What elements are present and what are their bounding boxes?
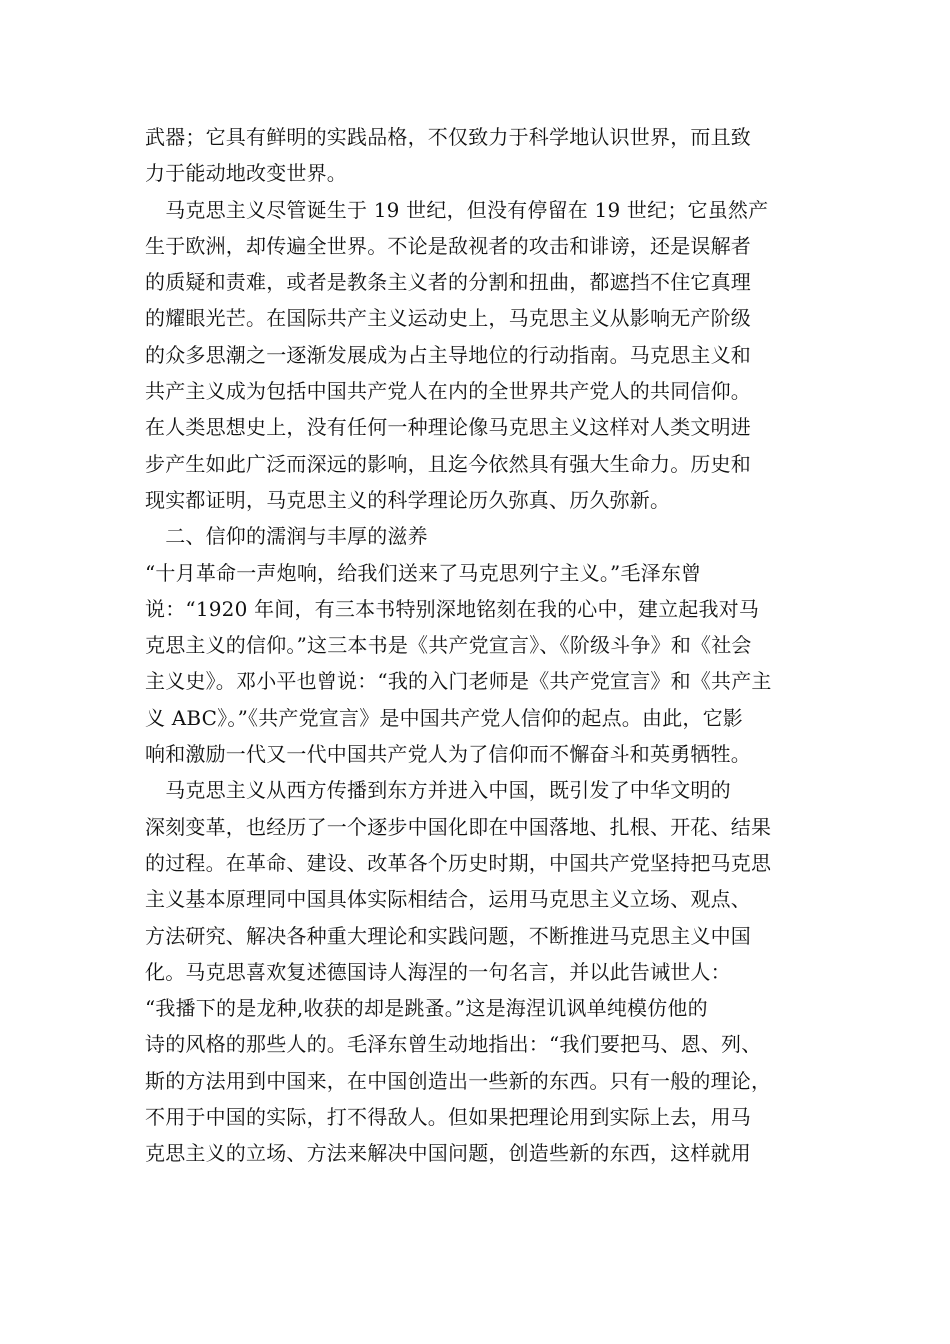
section-heading: 二、信仰的濡润与丰厚的滋养 [145,524,428,549]
text-line: 说：“1920 年间，有三本书特别深地铭刻在我的心中，建立起我对马 [145,596,760,621]
body-text [145,119,815,1172]
text-line: 武器；它具有鲜明的实践品格，不仅致力于科学地认识世界，而且致 [145,125,751,149]
text-line: 的耀眼光芒。在国际共产主义运动史上，马克思主义从影响无产阶级 [145,306,751,331]
text-line: 的过程。在革命、建设、改革各个历史时期，中国共产党坚持把马克思 [145,850,772,875]
text-line: 诗的风格的那些人的。毛泽东曾生动地指出：“我们要把马、恩、列、 [145,1032,762,1057]
text-line: 主义基本原理同中国具体实际相结合，运用马克思主义立场、观点、 [145,887,751,912]
text-line: 马克思主义从西方传播到东方并进入中国，既引发了中华文明的 [145,778,731,803]
text-line: 克思主义的信仰。”这三本书是《共产党宣言》、《阶级斗争》和《社会 [145,633,752,658]
text-line: 力于能动地改变世界。 [145,161,347,186]
text-line: 斯的方法用到中国来，在中国创造出一些新的东西。只有一般的理论， [145,1068,772,1093]
text-line: 不用于中国的实际，打不得敌人。但如果把理论用到实际上去，用马 [145,1105,751,1130]
text-line: 在人类思想史上，没有任何一种理论像马克思主义这样对人类文明进 [145,415,751,440]
text-line: 马克思主义尽管诞生于 19 世纪，但没有停留在 19 世纪；它虽然产 [145,197,769,222]
text-line: 的质疑和责难，或者是教条主义者的分割和扭曲，都遮挡不住它真理 [145,270,751,295]
text-line: “我播下的是龙种,收获的却是跳蚤。”这是海涅讥讽单纯模仿他的 [145,996,708,1021]
text-line: 深刻变革，也经历了一个逐步中国化即在中国落地、扎根、开花、结果 [145,814,772,839]
text-line: 的众多思潮之一逐渐发展成为占主导地位的行动指南。马克思主义和 [145,342,751,367]
text-line: 生于欧洲，却传遍全世界。不论是敌视者的攻击和诽谤，还是误解者 [145,233,751,258]
text-line: 现实都证明，马克思主义的科学理论历久弥真、历久弥新。 [145,487,671,512]
text-line: 共产主义成为包括中国共产党人在内的全世界共产党人的共同信仰。 [145,379,751,404]
text-line: 方法研究、解决各种重大理论和实践问题，不断推进马克思主义中国 [145,923,751,948]
text-line: 步产生如此广泛而深远的影响，且迄今依然具有强大生命力。历史和 [145,451,751,476]
text-line: 克思主义的立场、方法来解决中国问题，创造些新的东西，这样就用 [145,1141,751,1166]
text-line: 化。马克思喜欢复述德国诗人海涅的一句名言，并以此告诫世人： [145,959,731,984]
text-line: “十月革命一声炮响，给我们送来了马克思列宁主义。”毛泽东曾 [145,560,702,585]
text-line: 响和激励一代又一代中国共产党人为了信仰而不懈奋斗和英勇牺牲。 [145,742,751,767]
text-line: 义 ABC》。”《共产党宣言》是中国共产党人信仰的起点。由此，它影 [145,705,743,730]
text-line: 主义史》。邓小平也曾说：“我的入门老师是《共产党宣言》和《共产主 [145,669,772,694]
